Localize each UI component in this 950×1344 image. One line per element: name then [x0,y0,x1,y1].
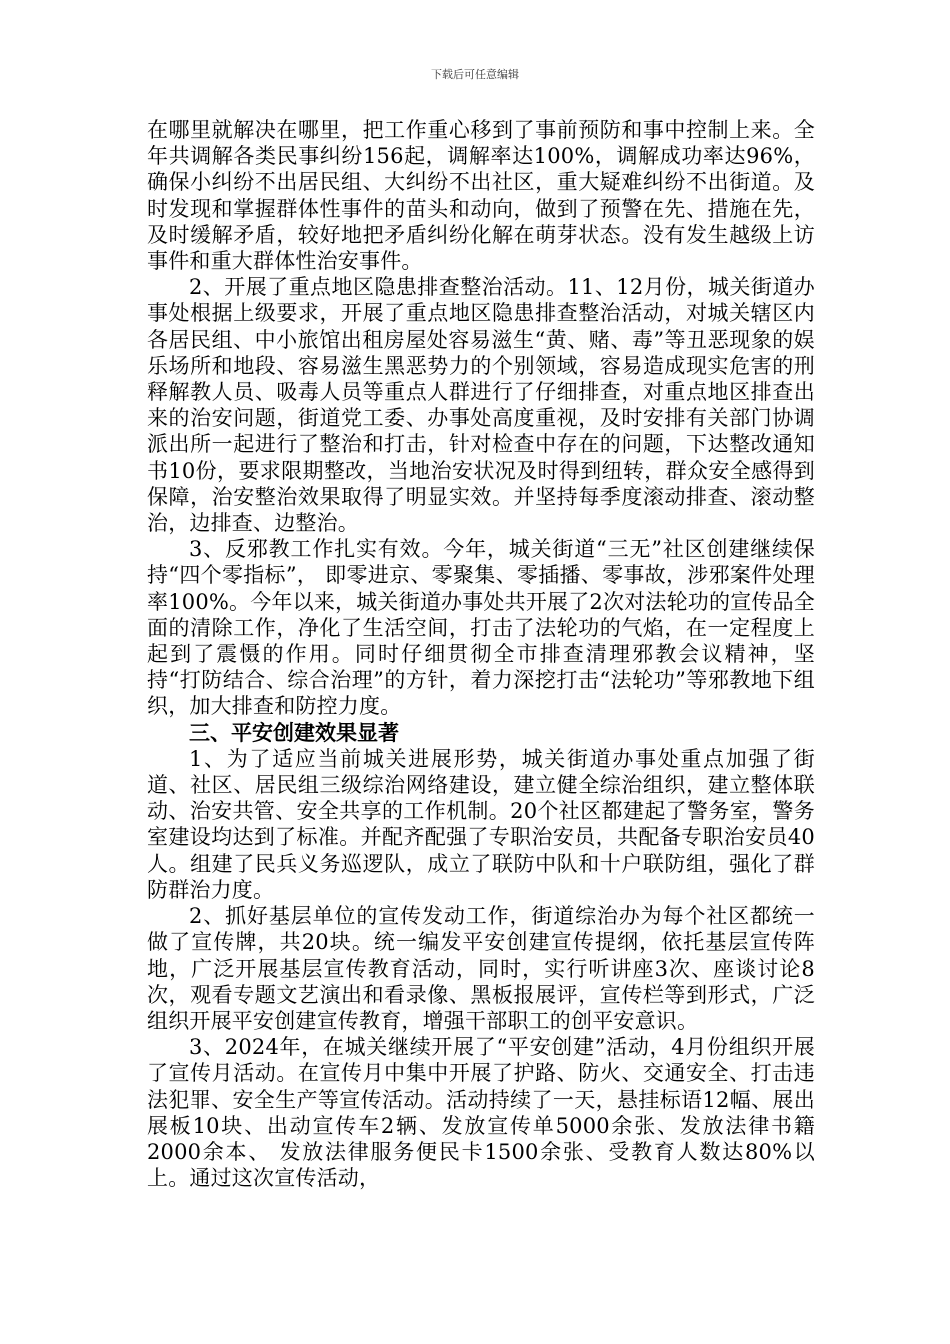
page-header-note: 下载后可任意编辑 [431,68,519,81]
paragraph-anti-cult-work: 3、反邪教工作扎实有效。今年，城关街道“三无”社区创建继续保持“四个零指标”， 即零进京、零聚集、零插播、零事故，涉邪案件处理率100%。今年以来，城关街道办事处共开展了2次对法轮功的宣传品全面的清除工作，净化了生活空间，打击了法轮功的气焰，在一定程度上起到了震慑的作用。同时仔细贯彻全市排查清理邪教会议精神，坚持“打防结合、综合治理”的方针，着力深挖打击“法轮功”等邪教地下组织，加大排查和防控力度。 [147,537,815,719]
paragraph-publicity-mobilization: 2、抓好基层单位的宣传发动工作，街道综治办为每个社区都统一做了宣传牌，共20块。统一编发平安创建宣传提纲，依托基层宣传阵地，广泛开展基层宣传教育活动，同时，实行听讲座3次、座谈讨论8次，观看专题文艺演出和看录像、黑板报展评，宣传栏等到形式，广泛组织开展平安创建宣传教育，增强干部职工的创平安意识。 [147,904,815,1033]
document-body [147,117,815,1191]
paragraph-safety-campaign: 3、2024年，在城关继续开展了“平安创建”活动，4月份组织开展了宣传月活动。在宣传月中集中开展了护路、防火、交通安全、打击违法犯罪、安全生产等宣传活动。活动持续了一天，悬挂标语12幅、展出展板10块、出动宣传车2辆、发放宣传单5000余张、发放法律书籍2000余本、 发放法律服务便民卡1500余张、受教育人数达80%以上。通过这次宣传活动， [147,1035,815,1191]
paragraph-hazard-inspection: 2、开展了重点地区隐患排查整治活动。11、12月份，城关街道办事处根据上级要求，开展了重点地区隐患排查整治活动，对城关辖区内各居民组、中小旅馆出租房屋处容易滋生“黄、赌、毒”等丑恶现象的娱乐场所和地段、容易滋生黑恶势力的个别领域，容易造成现实危害的刑释解教人员、吸毒人员等重点人群进行了仔细排查，对重点地区排查出来的治安问题，街道党工委、办事处高度重视，及时安排有关部门协调派出所一起进行了整治和打击，针对检查中存在的问题，下达整改通知书10份，要求限期整改，当地治安状况及时得到纽转，群众安全感得到保障，治安整治效果取得了明显实效。并坚持每季度滚动排查、滚动整治，边排查、边整治。 [147,275,815,536]
paragraph-mediation-summary: 在哪里就解决在哪里，把工作重心移到了事前预防和事中控制上来。全年共调解各类民事纠纷156起，调解率达100%，调解成功率达96%，确保小纠纷不出居民组、大纠纷不出社区，重大疑难纠纷不出街道。及时发现和掌握群体性事件的苗头和动向，做到了预警在先、措施在先，及时缓解矛盾，较好地把矛盾纠纷化解在萌芽状态。没有发生越级上访事件和重大群体性治安事件。 [147,118,815,274]
paragraph-network-building: 1、为了适应当前城关进展形势，城关街道办事处重点加强了街道、社区、居民组三级综治网络建设，建立健全综治组织，建立整体联动、治安共管、安全共享的工作机制。20个社区都建起了警务室，警务室建设均达到了标准。并配齐配强了专职治安员，共配备专职治安员40人。组建了民兵义务巡逻队，成立了联防中队和十户联防组，强化了群防群治力度。 [147,746,815,902]
section-heading-safety-creation: 三、平安创建效果显著 [189,719,399,745]
